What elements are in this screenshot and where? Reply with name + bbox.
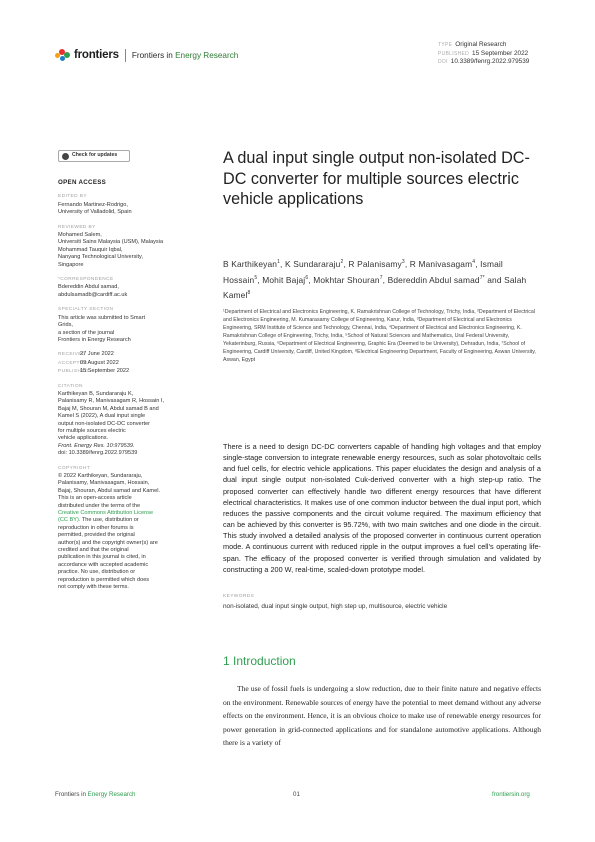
copyright: © 2022 Karthikeyan, Sundararaju, Palanisamy, Manivasagam, Hossain, Bajaj, Shouran, Abdul samad and Kamel. This is an open-access article distributed under the terms of the Creative Commons Attribution License (CC BY). The use, distribution or reproduction in other forums is permitted, provided the original author(s) and the copyright owner(s) are credited and that the original publication in this journal is cited, in accordance with accepted academic practice. No use, distribution or reproduction is permitted which does not comply with these terms. (58, 473, 160, 591)
meta-doi: DOI 10.3389/fenrg.2022.979539 (438, 58, 530, 66)
check-for-updates-button[interactable]: Check for updates (58, 150, 130, 162)
sidebar (58, 150, 208, 592)
copyright-label: COPYRIGHT (58, 465, 91, 471)
logo-divider (125, 49, 126, 62)
dates: RECEIVED27 June 2022 ACCEPTED09 August 2022 PUBLISHED15 September 2022 (58, 351, 130, 375)
edited-by: Fernando Martinez-Rodrigo, University of Valladolid, Spain (58, 201, 132, 216)
frontiers-logo-icon (55, 48, 71, 62)
section-heading: 1 Introduction (223, 654, 296, 668)
check-updates-icon (62, 153, 69, 160)
author-name: B Karthikeyan$^1$ (223, 258, 281, 269)
article-title: A dual input single output non-isolated DC-DC converter for multiple sources electric vehicle applications (223, 149, 530, 208)
keywords: non-isolated, dual input single output, high step up, multisource, electric vehicle (223, 603, 448, 610)
license-link[interactable]: Creative Commons Attribution License (CC BY). (58, 510, 154, 524)
author-name: Bdereddin Abdul samad$^{7*}$ (387, 274, 485, 285)
author-list: B Karthikeyan$^1$, K Sundararaju$^2$, R Palanisamy$^3$, R Manivasagam$^4$, Ismail Hossain$^5$, Mohit Bajaj$^6$, Mokhtar Shouran$^7$, Bdereddin Abdul samad$^{7*}$ and Salah Kamel$^8$ (223, 258, 527, 301)
journal-logo (55, 47, 275, 63)
meta-type: TYPE Original Research (438, 41, 507, 48)
reviewed-by-label: REVIEWED BY (58, 224, 96, 230)
author-name: R Manivasagam$^4$ (409, 258, 476, 269)
author-name: Mohit Bajaj$^6$ (262, 274, 309, 285)
author-name: K Sundararaju$^2$ (285, 258, 344, 269)
correspondence-label: *CORRESPONDENCE (58, 277, 114, 283)
author-name: Mokhtar Shouran$^7$ (313, 274, 383, 285)
specialty-label: SPECIALTY SECTION (58, 307, 114, 313)
citation: Karthikeyan B, Sundararaju K, Palanisamy R, Manivasagam R, Hossain I, Bajaj M, Shouran M, Abdul samad B and Kamel S (2022), A dual input single output non-isolated DC-DC converter for multiple sources electric vehicle applications. Front. Energy Res. 10:979539. doi: 10.3389/fenrg.2022.979539 (58, 390, 165, 457)
meta-published: PUBLISHED 15 September 2022 (438, 49, 529, 57)
specialty-section: This article was submitted to Smart Grids, a section of the journal Frontiers in Energy Research (58, 314, 146, 343)
correspondence[interactable]: Bdereddin Abdul samad, abdulsamadb@cardiff.ac.uk (58, 284, 128, 298)
author-name: R Palanisamy$^3$ (348, 258, 405, 269)
citation-label: CITATION (58, 383, 83, 389)
author-name: Ismail Hossain$^5$ (223, 258, 503, 285)
introduction-text: The use of fossil fuels is undergoing a slow reduction, due to their finite nature and negative effects on the environment. Renewable sources of energy have the potential to meet demand without any adverse effects on the environment. Hence, it is an obvious choice to make use of renewable energy resources for power generation in grid-connected applications and for standalone automotive applications. Although there is a variety of (223, 684, 541, 748)
brand-name: frontiers (74, 49, 119, 61)
article-meta (438, 41, 529, 67)
abstract: There is a need to design DC-DC converters capable of handling high voltages and that employ single-stage conversion to integrate renewable energy resources, such as solar photovoltaic cells and fuel cells, for electric vehicle applications. This paper elucidates the design and analysis of a dual input single output non-isolated Cuk-derived converter with a high step-up ratio. The proposed converter can effectively handle two different energy resources that have different electrical characteristics. It makes use of one common inductor between the dual input port, which reduces the passive components and the circuit volume required. The maximum efficiency that can be achieved by this converter is 95.72%, with two main switches and one diode in the circuit. This study involved a detailed analysis of the proposed converter in continuous current operation mode. A continuous current with reduced ripple in the output improves a fuel cell’s operating life-span. The efficacy of the proposed converter is verified through simulation and validated by constructing a 200 W, real-time, scaled-down prototype model. (223, 442, 541, 574)
edited-by-label: EDITED BY (58, 194, 87, 200)
affiliations: ¹Department of Electrical and Electronics Engineering, K. Ramakrishnan College of Technology, Trichy, India, ²Department of Electrical and Electronics Engineering, M. Kumarasamy College of Engineering, Karur, India, ³Department of Electrical and Electronics Engineering, SRM Institute of Science and Technology, Chennai, India, ⁴Department of Electrical and Electronics Engineering, K. Ramakrishnan College of Engineering, Trichy, India, ⁵School of Natural Sciences and Mathematics, Ural Federal University, Yekaterinburg, Russia, ⁶Department of Electrical Engineering, Graphic Era (Deemed to be University), Dehradun, India, ⁷School of Engineering, Cardiff University, Cardiff, United Kingdom, ⁸Electrical Engineering Department, Faculty of Engineering, Aswan University, Aswan, Egypt (223, 309, 536, 363)
reviewed-by: Mohamed Salem, Universiti Sains Malaysia (USM), Malaysia Mohammad Tauquir Iqbal, Nanyang Technological University, Singapore (58, 232, 164, 268)
page-number: 01 (293, 791, 300, 798)
footer-journal: Frontiers in Energy Research (55, 791, 136, 798)
footer-site-link[interactable]: frontiersin.org (492, 791, 530, 798)
open-access-label: OPEN ACCESS (58, 179, 107, 186)
journal-name: Frontiers in Energy Research (131, 50, 239, 60)
author-name: Salah Kamel$^8$ (223, 274, 527, 301)
keywords-label: KEYWORDS (223, 594, 255, 599)
